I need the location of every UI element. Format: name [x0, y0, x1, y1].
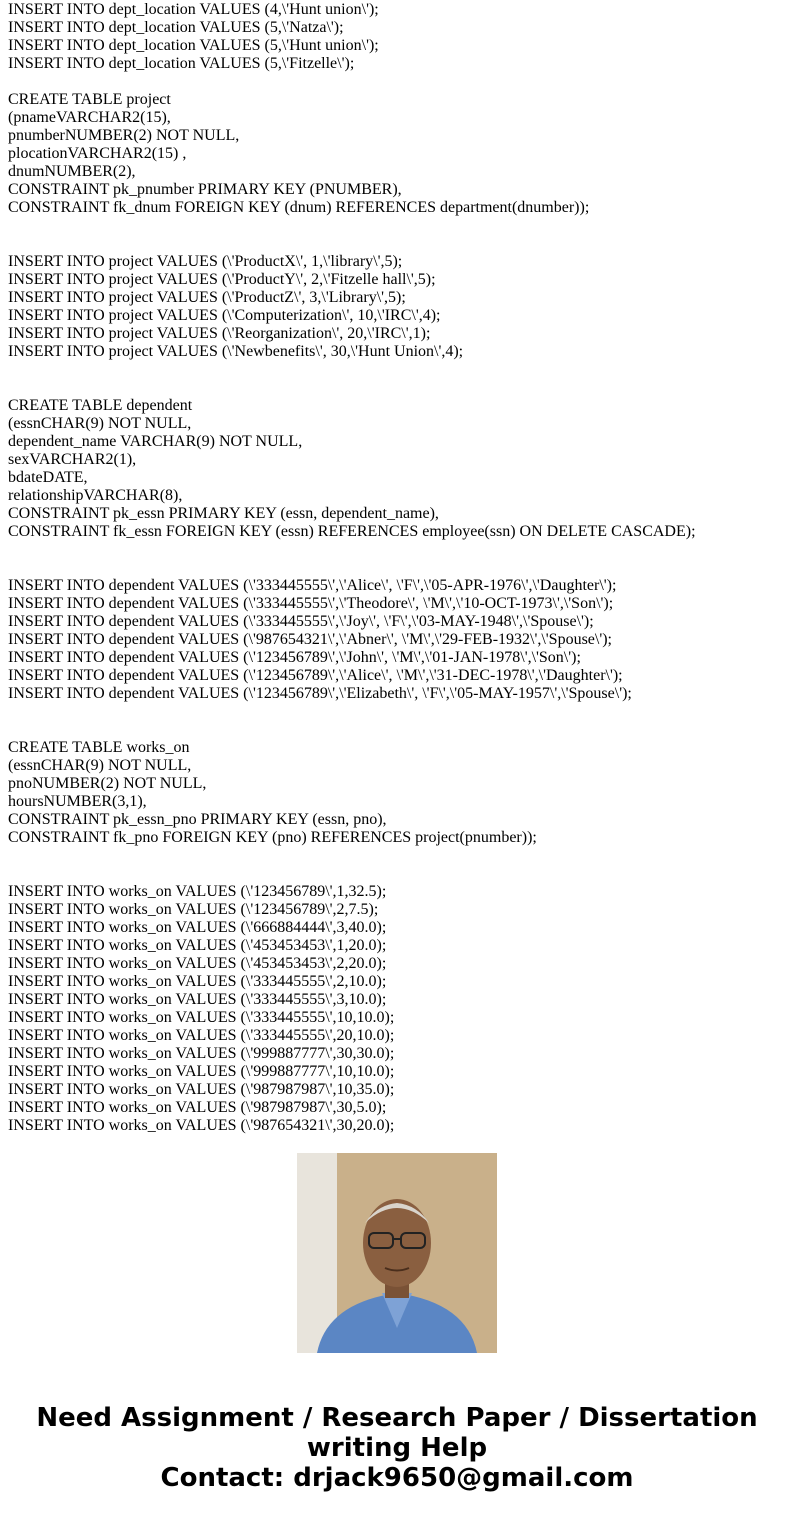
code-line: CREATE TABLE dependent — [8, 397, 193, 414]
code-line: relationshipVARCHAR(8), — [8, 487, 183, 504]
code-line: INSERT INTO works_on VALUES (\'333445555\',10,10.0); — [8, 1009, 395, 1026]
code-line: CONSTRAINT fk_dnum FOREIGN KEY (dnum) REFERENCES department(dnumber)); — [8, 199, 590, 216]
code-line: INSERT INTO dependent VALUES (\'123456789\',\'John\', \'M\',\'01-JAN-1978\',\'Son\'); — [8, 649, 581, 666]
code-line: INSERT INTO works_on VALUES (\'123456789\',1,32.5); — [8, 883, 387, 900]
code-line: INSERT INTO works_on VALUES (\'999887777\',10,10.0); — [8, 1063, 395, 1080]
code-line — [8, 379, 788, 397]
code-line: INSERT INTO works_on VALUES (\'987987987\',10,35.0); — [8, 1081, 395, 1098]
code-line: INSERT INTO works_on VALUES (\'987654321\',30,20.0); — [8, 1117, 395, 1134]
code-line: CONSTRAINT pk_essn_pno PRIMARY KEY (essn, pno), — [8, 811, 387, 828]
code-line: CREATE TABLE works_on — [8, 739, 190, 756]
code-line: INSERT INTO project VALUES (\'Computerization\', 10,\'IRC\',4); — [8, 307, 441, 324]
footer-contact — [0, 1403, 794, 1493]
code-line: (essnCHAR(9) NOT NULL, — [8, 757, 192, 774]
code-line — [8, 73, 788, 91]
code-line: INSERT INTO project VALUES (\'Newbenefits\', 30,\'Hunt Union\',4); — [8, 343, 464, 360]
code-line: pnumberNUMBER(2) NOT NULL, — [8, 127, 240, 144]
code-line — [8, 541, 788, 559]
code-line: INSERT INTO project VALUES (\'Reorganization\', 20,\'IRC\',1); — [8, 325, 431, 342]
code-line: INSERT INTO works_on VALUES (\'333445555\',2,10.0); — [8, 973, 387, 990]
code-line: INSERT INTO dependent VALUES (\'987654321\',\'Abner\', \'M\',\'29-FEB-1932\',\'Spouse\'); — [8, 631, 612, 648]
code-line: INSERT INTO dependent VALUES (\'123456789\',\'Alice\', \'M\',\'31-DEC-1978\',\'Daughter\'); — [8, 667, 623, 684]
code-line — [8, 721, 788, 739]
code-line: plocationVARCHAR2(15) , — [8, 145, 187, 162]
code-line — [8, 847, 788, 865]
code-line: INSERT INTO project VALUES (\'ProductX\', 1,\'library\',5); — [8, 253, 403, 270]
code-line: INSERT INTO works_on VALUES (\'453453453\',1,20.0); — [8, 937, 387, 954]
code-line: INSERT INTO works_on VALUES (\'453453453\',2,20.0); — [8, 955, 387, 972]
code-line — [8, 559, 788, 577]
code-line: INSERT INTO dependent VALUES (\'333445555\',\'Theodore\', \'M\',\'10-OCT-1973\',\'Son\'); — [8, 595, 614, 612]
author-avatar — [297, 1153, 497, 1353]
code-line: pnoNUMBER(2) NOT NULL, — [8, 775, 207, 792]
code-line: INSERT INTO works_on VALUES (\'987987987\',30,5.0); — [8, 1099, 387, 1116]
footer-contact-email: Contact: drjack9650@gmail.com — [160, 1463, 634, 1493]
code-line: bdateDATE, — [8, 469, 88, 486]
code-line: INSERT INTO works_on VALUES (\'333445555\',3,10.0); — [8, 991, 387, 1008]
code-line: INSERT INTO project VALUES (\'ProductZ\', 3,\'Library\',5); — [8, 289, 406, 306]
code-line: sexVARCHAR2(1), — [8, 451, 137, 468]
footer-line-2: writing Help — [306, 1433, 488, 1463]
code-line: INSERT INTO dept_location VALUES (5,\'Hunt union\'); — [8, 37, 379, 54]
code-line — [8, 217, 788, 235]
footer-line-1: Need Assignment / Research Paper / Dissertation — [36, 1403, 758, 1433]
code-line: INSERT INTO works_on VALUES (\'123456789\',2,7.5); — [8, 901, 379, 918]
code-line — [8, 361, 788, 379]
code-line: (essnCHAR(9) NOT NULL, — [8, 415, 192, 432]
code-line: INSERT INTO works_on VALUES (\'666884444\',3,40.0); — [8, 919, 387, 936]
sql-code-block — [8, 1, 788, 1134]
code-line: hoursNUMBER(3,1), — [8, 793, 147, 810]
code-line: INSERT INTO dependent VALUES (\'333445555\',\'Alice\', \'F\',\'05-APR-1976\',\'Daughter\'); — [8, 577, 617, 594]
code-line — [8, 235, 788, 253]
code-line: INSERT INTO works_on VALUES (\'333445555\',20,10.0); — [8, 1027, 395, 1044]
code-line: INSERT INTO dept_location VALUES (4,\'Hunt union\'); — [8, 1, 379, 18]
code-line: dependent_name VARCHAR(9) NOT NULL, — [8, 433, 303, 450]
code-line — [8, 865, 788, 883]
code-line: INSERT INTO project VALUES (\'ProductY\', 2,\'Fitzelle hall\',5); — [8, 271, 436, 288]
code-line: CONSTRAINT pk_essn PRIMARY KEY (essn, dependent_name), — [8, 505, 439, 522]
code-line: CONSTRAINT fk_pno FOREIGN KEY (pno) REFERENCES project(pnumber)); — [8, 829, 537, 846]
code-line: CONSTRAINT pk_pnumber PRIMARY KEY (PNUMBER), — [8, 181, 402, 198]
person-photo-icon — [297, 1153, 497, 1353]
code-line: INSERT INTO dept_location VALUES (5,\'Natza\'); — [8, 19, 344, 36]
code-line: CONSTRAINT fk_essn FOREIGN KEY (essn) REFERENCES employee(ssn) ON DELETE CASCADE); — [8, 523, 696, 540]
code-line: INSERT INTO dept_location VALUES (5,\'Fitzelle\'); — [8, 55, 355, 72]
code-line: CREATE TABLE project — [8, 91, 171, 108]
code-line: INSERT INTO dependent VALUES (\'333445555\',\'Joy\', \'F\',\'03-MAY-1948\',\'Spouse\'); — [8, 613, 594, 630]
code-line: INSERT INTO dependent VALUES (\'123456789\',\'Elizabeth\', \'F\',\'05-MAY-1957\',\'Spouse\'); — [8, 685, 632, 702]
code-line: (pnameVARCHAR2(15), — [8, 109, 171, 126]
code-line: INSERT INTO works_on VALUES (\'999887777\',30,30.0); — [8, 1045, 395, 1062]
code-line: dnumNUMBER(2), — [8, 163, 136, 180]
code-line — [8, 703, 788, 721]
